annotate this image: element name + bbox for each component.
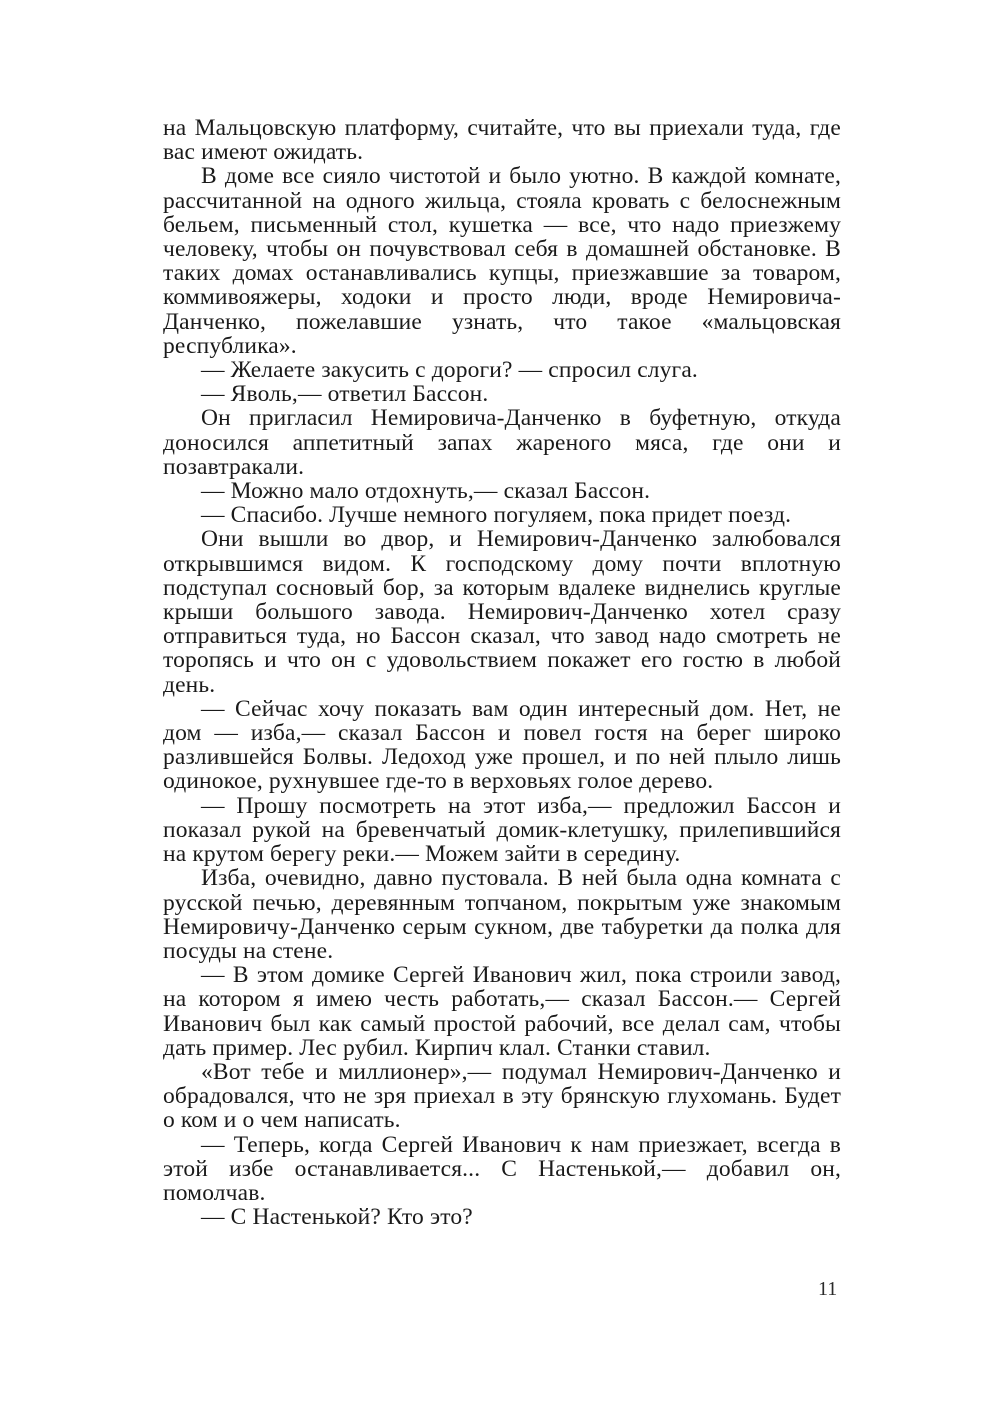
page-body xyxy=(163,116,841,1229)
paragraph-7: — Спасибо. Лучше немного погуляем, пока придет поезд. xyxy=(201,502,792,529)
paragraph-10: — Прошу посмотреть на этот изба,— предложил Бассон и показал рукой на бревенчатый домик-клетушку, прилепившийся на крутом берегу реки.— Можем зайти в середину. xyxy=(163,792,841,868)
paragraph-13: «Вот тебе и миллионер»,— подумал Немирович-Данченко и обрадовался, что не зря приехал в эту брянскую глухомань. Будет о ком и о чем написать. xyxy=(163,1058,841,1134)
paragraph-15: — С Настенькой? Кто это? xyxy=(201,1204,473,1231)
paragraph-9: — Сейчас хочу показать вам один интересный дом. Нет, не дом — изба,— сказал Бассон и повел гостя на берег широко разлившейся Болвы. Ледоход уже прошел, и по ней плыло лишь одинокое, рухнувшее где-то в верховьях голое дерево. xyxy=(163,695,841,795)
page-number: 11 xyxy=(818,1278,838,1300)
paragraph-11: Изба, очевидно, давно пустовала. В ней была одна комната с русской печью, деревянным топчаном, покрытым уже знакомым Немировичу-Данченко серым сукном, две табуретки да полка для посуды на стене. xyxy=(163,865,841,964)
paragraph-2: В доме все сияло чистотой и было уютно. В каждой комнате, рассчитанной на одного жильца, стояла кровать с белоснежным бельем, письменный стол, кушетка — все, что надо приезжему человеку, чтобы он почувствовал себя в домашней обстановке. В таких домах останавливались купцы, приезжавшие за товаром, коммивояжеры, ходоки и просто люди, вроде Немировича-Данченко, пожелавшие узнать, что такое «мальцовская республика». xyxy=(163,163,841,359)
paragraph-4: — Яволь,— ответил Бассон. xyxy=(201,381,489,408)
paragraph-6: — Можно мало отдохнуть,— сказал Бассон. xyxy=(201,478,651,505)
paragraph-12: — В этом домике Сергей Иванович жил, пока строили завод, на котором я имею честь работать,— сказал Бассон.— Сергей Иванович был как самый простой рабочий, все делал сам, чтобы дать пример. Лес рубил. Кирпич клал. Станки ставил. xyxy=(163,962,841,1061)
paragraph-3: — Желаете закусить с дороги? — спросил слуга. xyxy=(201,357,698,384)
paragraph-14: — Теперь, когда Сергей Иванович к нам приезжает, всегда в этой избе останавливается... С Настенькой,— добавил он, помолчав. xyxy=(163,1131,841,1206)
paragraph-1: на Мальцовскую платформу, считайте, что вы приехали туда, где вас имеют ожидать. xyxy=(163,115,841,166)
paragraph-8: Они вышли во двор, и Немирович-Данченко залюбовался открывшимся видом. К господскому дому почти вплотную подступал сосновый бор, за которым вдалеке виднелись круглые крыши большого завода. Немирович-Данченко хотел сразу отправиться туда, но Бассон сказал, что завод надо смотреть не торопясь и что он с удовольствием покажет его гостю в любой день. xyxy=(163,526,841,698)
paragraph-5: Он пригласил Немировича-Данченко в буфетную, откуда доносился аппетитный запах жареного мяса, где они и позавтракали. xyxy=(163,405,841,480)
